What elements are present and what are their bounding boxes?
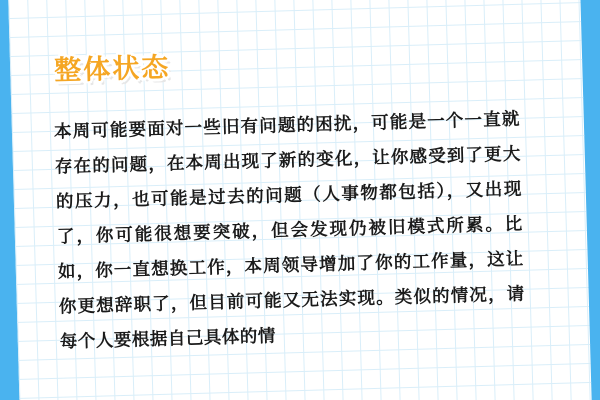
card-content: [25, 0, 556, 400]
page-title: 整体状态: [53, 52, 171, 86]
body-paragraph: 本周可能要面对一些旧有问题的困扰，可能是一个一直就存在的问题，在本周出现了新的变化，让你感受到了更大的压力，也可能是过去的问题（人事物都包括），又出现了，你可能很想要突破，但会发现仍被旧模式所累。比如，你一直想换工作，本周领导增加了你的工作量，这让你更想辞职了，但目前可能又无法实现。类似的情况，请每个人要根据自己具体的情: [53, 108, 525, 352]
